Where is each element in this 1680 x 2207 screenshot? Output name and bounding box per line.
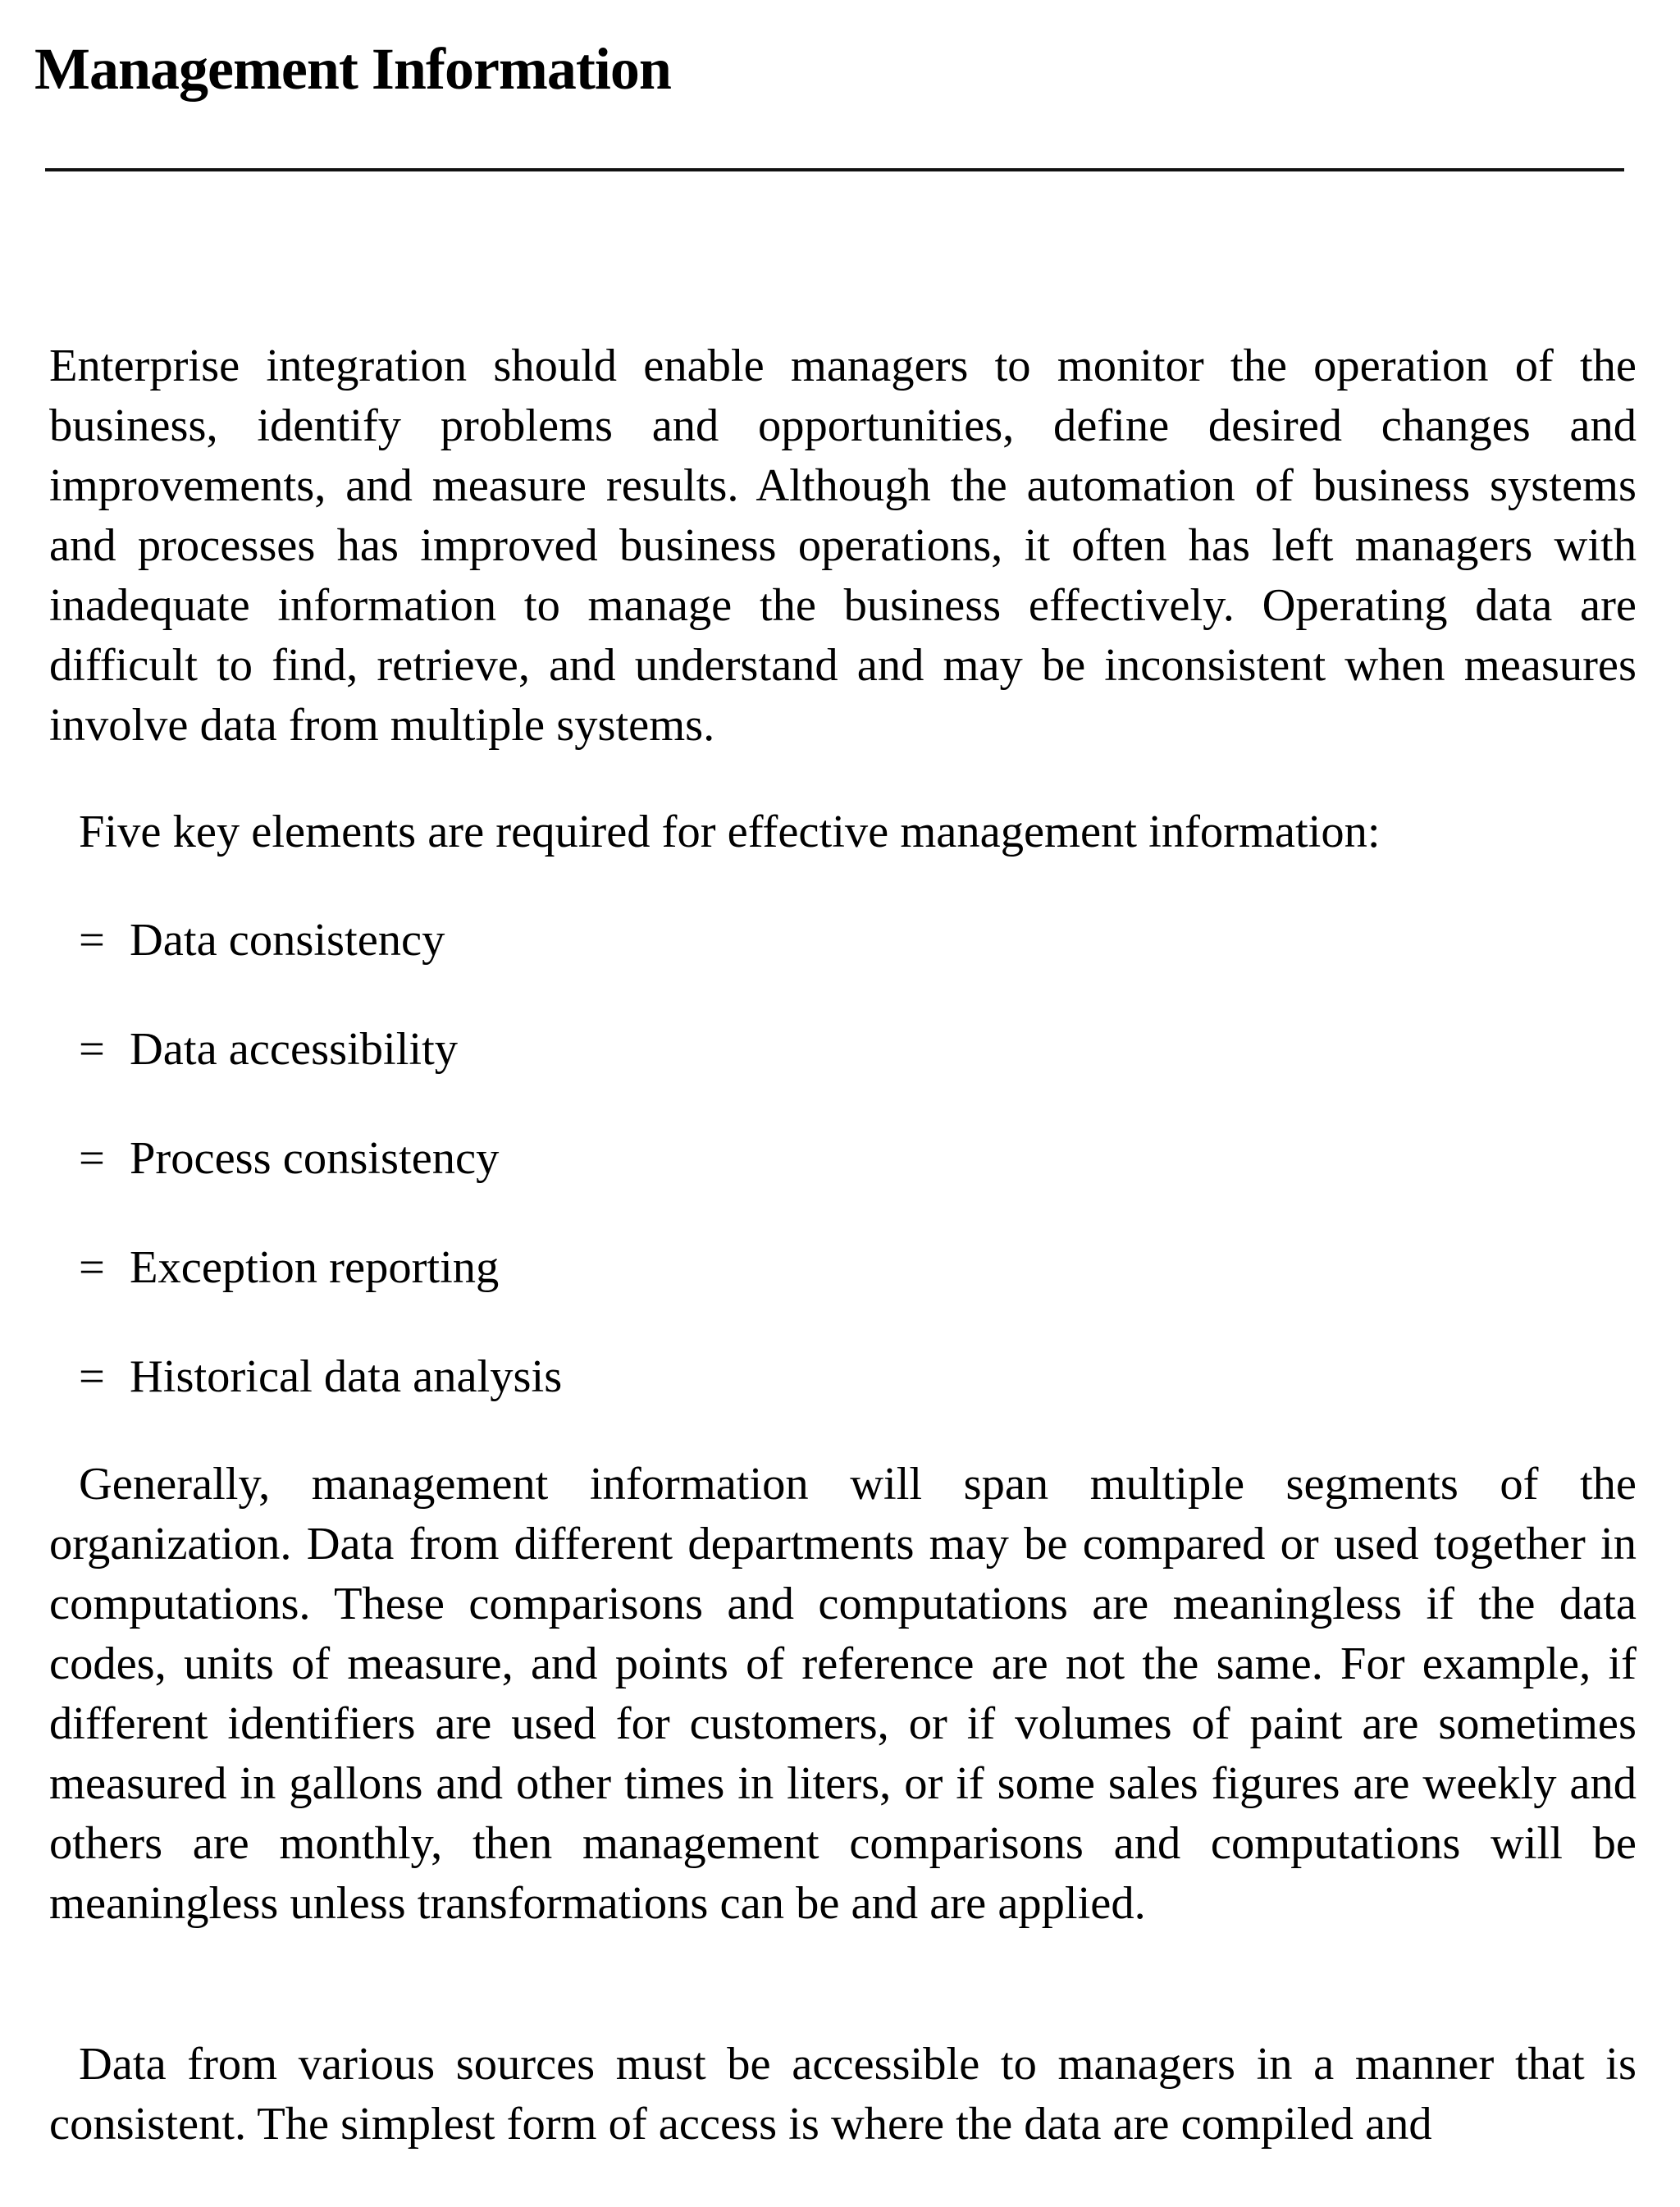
list-item-label: Data accessibility: [130, 1024, 459, 1075]
list-item-label: Historical data analysis: [130, 1351, 563, 1402]
bullet-symbol: =: [79, 1351, 105, 1402]
bullet-symbol: =: [79, 1242, 105, 1293]
bullet-symbol: =: [79, 1133, 105, 1184]
list-item: [79, 1347, 562, 1456]
list-item: [79, 911, 562, 1020]
list-item: [79, 1020, 562, 1129]
list-item: [79, 1238, 562, 1347]
list-item-label: Exception reporting: [130, 1242, 500, 1293]
bullet-symbol: =: [79, 915, 105, 966]
list-item: [79, 1129, 562, 1238]
bullet-symbol: =: [79, 1024, 105, 1075]
paragraph-key-elements-lead: Five key elements are required for effective management information:: [79, 806, 1381, 857]
key-elements-list: [79, 911, 562, 1456]
list-item-label: Process consistency: [130, 1133, 500, 1184]
paragraph-data-consistency: Generally, management information will span multiple segments of the organization. Data from different departments may be compared or used together in computations. These comparisons and computations are meaningless if the data codes, units of measure, and points of reference are not the same. For example, if different identifiers are used for customers, or if volumes of paint are sometimes measured in gallons and other times in liters, or if some sales figures are weekly and others are monthly, then management comparisons and computations will be meaningless unless transformations can be and are applied.: [49, 1459, 1637, 1929]
paragraph-data-accessibility: Data from various sources must be accessible to managers in a manner that is consistent. The simplest form of access is where the data are compiled and: [49, 2039, 1637, 2150]
page-title: Management Information: [34, 36, 671, 102]
paragraph-intro: Enterprise integration should enable managers to monitor the operation of the business, identify problems and opportunities, define desired changes and improvements, and measure results. Although the automation of business systems and processes has improved business operations, it often has left managers with inadequate information to manage the business effectively. Operating data are difficult to find, retrieve, and understand and may be inconsistent when measures involve data from multiple systems.: [49, 340, 1637, 751]
title-divider: [45, 168, 1624, 171]
list-item-label: Data consistency: [130, 915, 445, 966]
